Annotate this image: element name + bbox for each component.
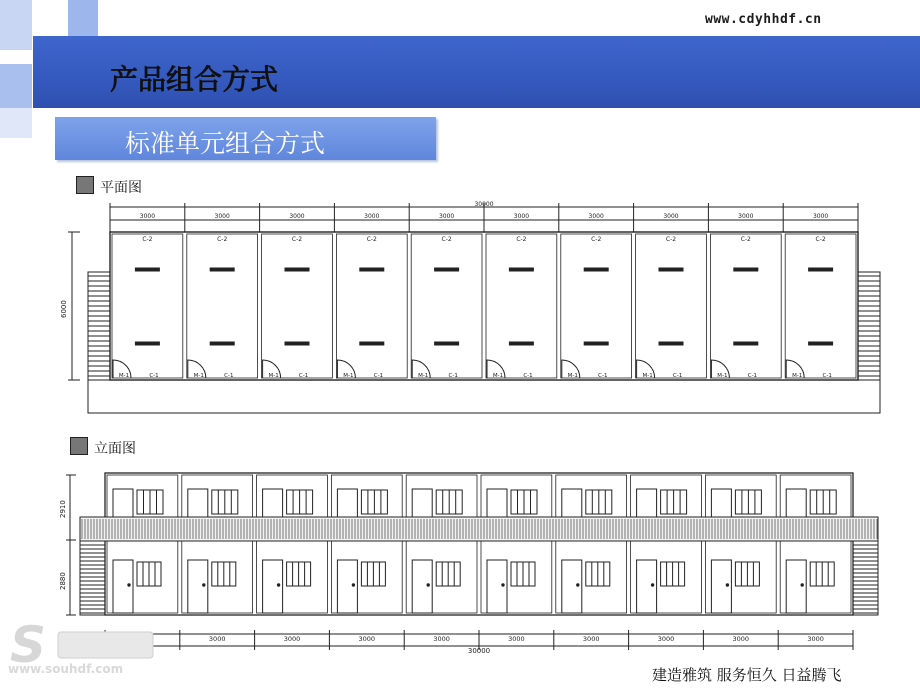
elev-unit-dim: 3000	[208, 635, 226, 643]
lower-unit-frame	[182, 541, 253, 613]
door-knob	[427, 584, 429, 586]
lower-unit-frame	[631, 541, 702, 613]
front-window-tag: C-1	[298, 373, 309, 379]
watermark-url: www.souhdf.com	[8, 662, 124, 676]
upper-unit-frame	[182, 475, 253, 517]
upper-unit-frame	[631, 475, 702, 517]
svg-text:S: S	[10, 616, 47, 674]
lower-unit-frame	[257, 541, 328, 613]
upper-door	[263, 489, 283, 517]
window-tag: C-2	[591, 236, 602, 243]
front-window-tag: C-1	[149, 373, 159, 379]
upper-door	[337, 489, 357, 517]
front-window-tag: C-1	[747, 373, 758, 379]
plan-depth-dim: 6000	[60, 300, 68, 318]
elev-lower-height: 2880	[59, 572, 67, 590]
upper-door	[412, 489, 432, 517]
window-tag: C-2	[142, 236, 153, 243]
door-knob	[726, 584, 728, 586]
lower-door	[337, 560, 357, 613]
plan-unit-dim: 3000	[663, 213, 679, 220]
door-knob	[277, 584, 279, 586]
elev-unit-dim: 3000	[582, 635, 600, 643]
front-window-tag: C-1	[523, 373, 533, 379]
elevation-unit	[406, 475, 477, 613]
plan-unit-dim: 3000	[139, 213, 156, 220]
upper-unit-frame	[705, 475, 776, 517]
elevation-unit	[631, 475, 702, 613]
plan-unit-dim: 3000	[513, 213, 530, 220]
front-window-tag: C-1	[672, 373, 683, 379]
section-subtitle: 标准单元组合方式	[125, 129, 326, 158]
door-knob	[352, 584, 354, 586]
upper-door	[711, 489, 731, 517]
window-tag: C-2	[291, 236, 303, 243]
upper-unit-frame	[107, 475, 178, 517]
door-knob	[128, 584, 130, 586]
elevation-label-text: 立面图	[94, 441, 136, 457]
window-tag: C-2	[366, 236, 377, 243]
door-knob	[203, 584, 205, 586]
door-tag: M-1	[492, 373, 504, 379]
upper-unit-frame	[331, 475, 402, 517]
elev-unit-dim: 3000	[807, 635, 824, 643]
window-tag: C-2	[665, 236, 677, 243]
window-tag: C-2	[217, 236, 228, 243]
lower-unit-frame	[556, 541, 627, 613]
plan-unit-dim: 3000	[812, 213, 829, 220]
lower-door	[263, 560, 283, 613]
door-knob	[801, 584, 803, 586]
lower-unit-frame	[780, 541, 851, 613]
lower-door	[786, 560, 806, 613]
upper-door	[487, 489, 507, 517]
plan-unit-dim: 3000	[738, 213, 754, 220]
plan-unit-dim: 3000	[438, 213, 455, 220]
plan-unit-dim: 3000	[289, 213, 305, 220]
elevation-unit	[182, 475, 253, 613]
door-tag: M-1	[717, 373, 728, 379]
front-window-tag: C-1	[373, 373, 384, 379]
plan-unit-dim: 3000	[588, 213, 604, 220]
upper-unit-frame	[481, 475, 552, 517]
window-tag: C-2	[740, 236, 751, 243]
elev-unit-dim: 3000	[433, 635, 450, 643]
page-title: 产品组合方式	[110, 63, 279, 96]
door-tag: M-1	[343, 373, 354, 379]
upper-unit-frame	[406, 475, 477, 517]
lower-door	[113, 560, 133, 613]
elevation-unit	[257, 475, 328, 613]
lower-unit-frame	[481, 541, 552, 613]
door-tag: M-1	[268, 373, 279, 379]
plan-total-dim: 30000	[474, 201, 494, 208]
upper-door	[786, 489, 806, 517]
upper-door	[637, 489, 657, 517]
window-tag: C-2	[815, 236, 826, 243]
upper-unit-frame	[780, 475, 851, 517]
door-tag: M-1	[118, 373, 130, 379]
plan-unit-dim: 3000	[364, 213, 380, 220]
slogan: 建造雅筑 服务恒久 日益腾飞	[652, 666, 842, 684]
lower-unit-frame	[331, 541, 402, 613]
elev-unit-dim: 3000	[508, 635, 525, 643]
window-tag: C-2	[516, 236, 527, 243]
front-window-tag: C-1	[598, 373, 608, 379]
lower-door	[188, 560, 208, 613]
lower-unit-frame	[107, 541, 178, 613]
upper-door	[188, 489, 208, 517]
elevation-unit	[481, 475, 552, 613]
elevation-unit	[331, 475, 402, 613]
elevation-unit	[107, 475, 178, 613]
elevation-unit	[556, 475, 627, 613]
door-knob	[651, 584, 653, 586]
lower-unit-frame	[705, 541, 776, 613]
door-knob	[577, 584, 579, 586]
plan-unit-dim: 3000	[214, 213, 230, 220]
upper-door	[113, 489, 133, 517]
plan-label-text: 平面图	[100, 180, 142, 196]
elevation-unit	[705, 475, 776, 613]
door-tag: M-1	[792, 373, 803, 379]
front-window-tag: C-1	[448, 373, 458, 379]
door-tag: M-1	[567, 373, 578, 379]
lower-door	[711, 560, 731, 613]
elev-unit-dim: 3000	[657, 635, 675, 643]
elevation-unit	[780, 475, 851, 613]
upper-unit-frame	[257, 475, 328, 517]
lower-door	[487, 560, 507, 613]
site-url: www.cdyhhdf.cn	[705, 12, 822, 27]
door-tag: M-1	[418, 373, 429, 379]
front-window-tag: C-1	[224, 373, 234, 379]
door-tag: M-1	[193, 373, 204, 379]
upper-door	[562, 489, 582, 517]
door-knob	[502, 584, 504, 586]
front-window-tag: C-1	[822, 373, 832, 379]
upper-unit-frame	[556, 475, 627, 517]
door-tag: M-1	[642, 373, 653, 379]
window-tag: C-2	[441, 236, 452, 243]
lower-unit-frame	[406, 541, 477, 613]
lower-door	[562, 560, 582, 613]
lower-door	[412, 560, 432, 613]
lower-door	[637, 560, 657, 613]
elev-unit-dim: 3000	[732, 635, 750, 643]
elev-upper-height: 2910	[59, 500, 67, 518]
elev-unit-dim: 3000	[283, 635, 301, 643]
elev-unit-dim: 3000	[358, 635, 376, 643]
elev-total-dim: 30000	[467, 647, 491, 655]
